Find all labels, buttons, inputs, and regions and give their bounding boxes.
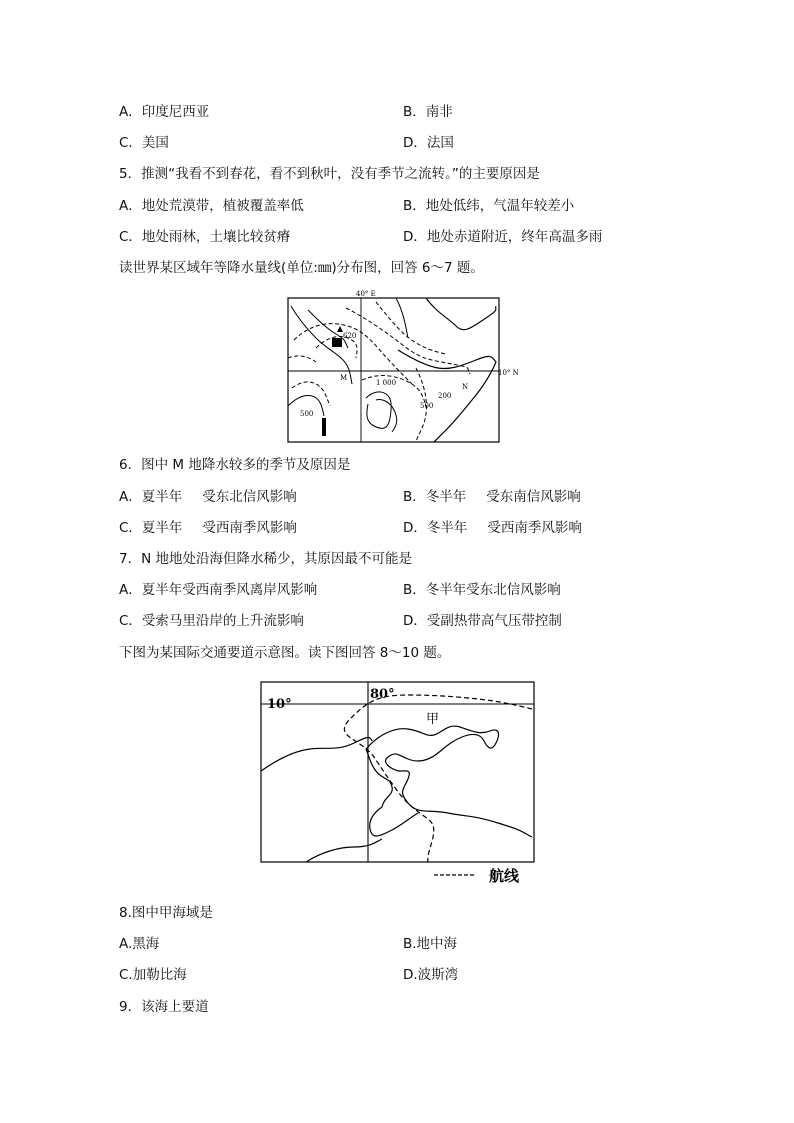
q5-option-d: D．地处赤道附近，终年高温多雨	[403, 229, 603, 245]
q5-option-a: A．地处荒漠带，植被覆盖率低	[119, 198, 304, 214]
q6-a-reason: 受东北信风影响	[202, 489, 297, 505]
precipitation-map	[286, 288, 519, 446]
q4-option-b: B．南非	[403, 104, 453, 120]
q6-d-season: D．冬半年	[403, 520, 468, 536]
q6-stem: 6．图中 M 地降水较多的季节及原因是	[119, 457, 351, 473]
q7-option-c: C．受索马里沿岸的上升流影响	[119, 613, 304, 629]
q6-option-a	[119, 488, 297, 506]
q8-option-c: C.加勒比海	[119, 967, 187, 983]
q8-option-b: B.地中海	[403, 936, 458, 952]
q7-option-a: A．夏半年受西南季风离岸风影响	[119, 582, 318, 598]
map1-lat-label: 10° N	[498, 369, 519, 377]
q6-c-reason: 受西南季风影响	[202, 520, 297, 536]
q4-option-a: A．印度尼西亚	[119, 104, 210, 120]
map1-lon-label: 40° E	[356, 290, 376, 298]
map1-label-1000: 1 000	[376, 379, 397, 387]
map2-sea-label: 甲	[426, 712, 440, 727]
q6-b-reason: 受东南信风影响	[486, 489, 581, 505]
q5-stem: 5．推测“我看不到春花，看不到秋叶，没有季节之流转。”的主要原因是	[119, 166, 540, 182]
q6-b-season: B．冬半年	[403, 489, 467, 505]
map1-label-200: 200	[438, 392, 452, 400]
map1-label-500-left: 500	[300, 410, 314, 418]
q6-option-c	[119, 519, 297, 537]
q8-option-a: A.黑海	[119, 936, 160, 952]
shipping-route-map	[258, 679, 538, 889]
q4-option-d: D．法国	[403, 135, 454, 151]
map1-label-n: N	[462, 383, 469, 391]
map1-label-620: 620	[343, 332, 357, 340]
q7-option-d: D．受副热带高气压带控制	[403, 613, 562, 629]
q7-stem: 7．N 地地处沿海但降水稀少，其原因最不可能是	[119, 551, 412, 567]
q8-stem: 8.图中甲海域是	[119, 905, 213, 921]
q6-option-d	[403, 519, 582, 537]
map2-lat-label: 10°	[267, 697, 292, 712]
q5-option-c: C．地处雨林，土壤比较贫瘠	[119, 229, 291, 245]
map1-label-m: M	[340, 374, 348, 382]
q7-option-b: B．冬半年受东北信风影响	[403, 582, 561, 598]
q5-option-b: B．地处低纬，气温年较差小	[403, 198, 575, 214]
q6-c-season: C．夏半年	[119, 520, 183, 536]
map2-legend-label: 航线	[489, 867, 520, 885]
map1-label-500-right: 500	[420, 402, 434, 410]
q4-option-c: C．美国	[119, 135, 169, 151]
intro-map2: 下图为某国际交通要道示意图。读下图回答 8～10 题。	[119, 645, 451, 661]
intro-map1: 读世界某区域年等降水量线(单位:㎜)分布图，回答 6～7 题。	[119, 260, 484, 276]
map2-lon-label: 80°	[370, 687, 395, 702]
q6-d-reason: 受西南季风影响	[487, 520, 582, 536]
q6-a-season: A．夏半年	[119, 489, 183, 505]
q8-option-d: D.波斯湾	[403, 967, 459, 983]
q6-option-b	[403, 488, 581, 506]
q9-stem: 9．该海上要道	[119, 999, 209, 1015]
